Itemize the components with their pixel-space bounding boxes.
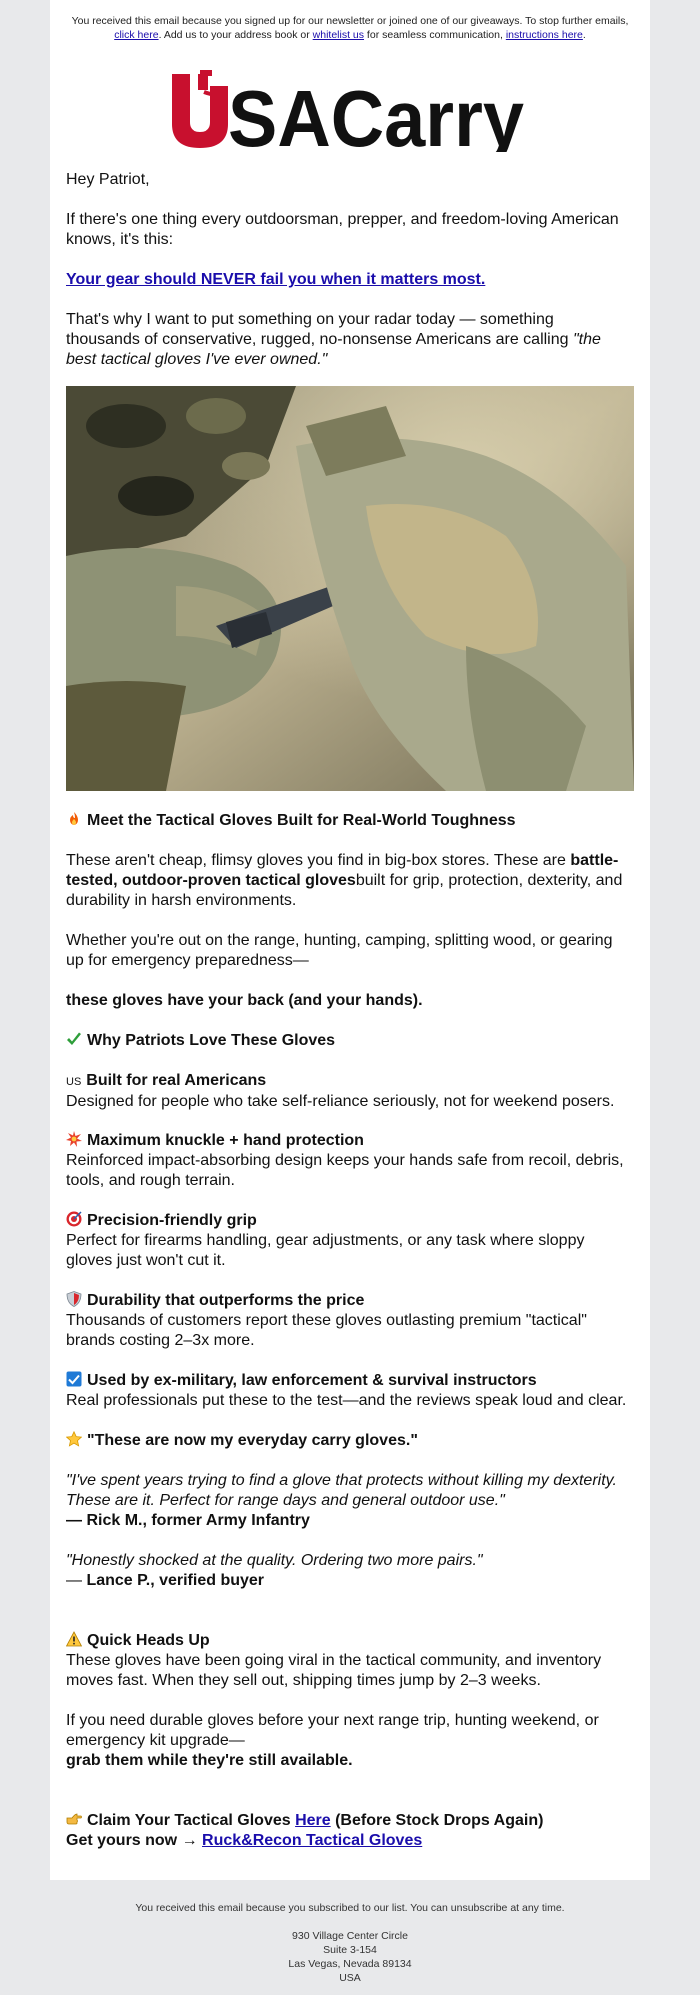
testimonial-lance: "Honestly shocked at the quality. Ordering two more pairs." — Lance P., verified buyer: [66, 1552, 483, 1589]
section1-bold-line: these gloves have your back (and your hands).: [66, 992, 423, 1009]
heads-up-section: Quick Heads Up These gloves have been going viral in the tactical community, and inventory moves fast. When they sell out, shipping times jump by 2–3 weeks.: [66, 1632, 602, 1689]
ruck-recon-gloves-link[interactable]: Ruck&Recon Tactical Gloves: [202, 1832, 423, 1849]
headline-link[interactable]: Your gear should NEVER fail you when it matters most.: [66, 271, 486, 288]
testimonial-rick: "I've spent years trying to find a glove that protects without killing my dexterity. These are it. Perfect for range days and general outdoor use." — Rick M., former Army Infantry: [66, 1472, 617, 1529]
testimonial-heading: "These are now my everyday carry gloves.": [66, 1431, 632, 1451]
why-item-american: US Built for real Americans Designed for people who take self-reliance seriously, not for weekend posers.: [66, 1072, 615, 1110]
collision-icon: [66, 1131, 82, 1147]
fire-icon: [66, 811, 82, 827]
check-box-icon: [66, 1371, 82, 1387]
intro-paragraph: If there's one thing every outdoorsman, prepper, and freedom-loving American knows, it's this:: [66, 211, 619, 248]
warning-icon: [66, 1631, 82, 1647]
star-icon: [66, 1431, 82, 1447]
greeting: Hey Patriot,: [66, 171, 150, 188]
footer-notice: You received this email because you subscribed to our list. You can unsubscribe at any time.: [135, 1902, 565, 1914]
target-icon: [66, 1211, 82, 1227]
instructions-link[interactable]: instructions here: [505, 29, 583, 41]
intro-paragraph-2: That's why I want to put something on your radar today — something thousands of conservative, rugged, no-nonsense Americans are calling "the best tactical gloves I've ever owned.": [66, 311, 601, 368]
check-mark-icon: [66, 1031, 82, 1047]
tactical-gloves-hero-image[interactable]: [66, 386, 634, 791]
section1-paragraph-2: Whether you're out on the range, hunting, camping, splitting wood, or gearing up for emergency preparedness—: [66, 932, 613, 969]
preheader: You received this email because you signed up for our newsletter or joined one of our giveaways. To stop further emails, click here. Add us to your address book or whitelist us for seamless communication, instructions here.: [71, 15, 629, 41]
cta-section: Claim Your Tactical Gloves Here (Before Stock Drops Again) Get yours now → Ruck&Recon Tactical Gloves: [66, 1812, 544, 1849]
footer-address: 930 Village Center Circle Suite 3-154 Las Vegas, Nevada 89134 USA: [288, 1930, 412, 1984]
section-heading-toughness: Meet the Tactical Gloves Built for Real-World Toughness: [66, 811, 632, 831]
why-item-durability: Durability that outperforms the price Thousands of customers report these gloves outlasting premium "tactical" brands costing 2–3x more.: [66, 1292, 587, 1349]
section1-paragraph-1: These aren't cheap, flimsy gloves you find in big-box stores. These are battle-tested, outdoor-proven tactical glovesbuilt for grip, protection, dexterity, and durability in harsh environments.: [66, 852, 623, 909]
claim-gloves-link[interactable]: Here: [295, 1812, 331, 1829]
shield-icon: [66, 1291, 82, 1307]
pointing-hand-icon: [66, 1811, 82, 1827]
svg-text:SACarry: SACarry: [228, 74, 525, 152]
us-flag-icon: US: [66, 1076, 82, 1088]
why-item-protection: Maximum knuckle + hand protection Reinforced impact-absorbing design keeps your hands safe from recoil, debris, tools, and rough terrain.: [66, 1132, 624, 1189]
headline-link-wrap: [66, 270, 632, 290]
unsubscribe-link[interactable]: click here: [114, 29, 159, 41]
usacarry-logo[interactable]: [170, 68, 530, 152]
why-item-professionals: Used by ex-military, law enforcement & survival instructors Real professionals put these to the test—and the reviews speak loud and clear.: [66, 1372, 627, 1409]
why-item-grip: Precision-friendly grip Perfect for firearms handling, gear adjustments, or any task where sloppy gloves just won't cut it.: [66, 1212, 585, 1269]
section-heading-why: Why Patriots Love These Gloves: [66, 1031, 632, 1051]
whitelist-link[interactable]: whitelist us: [312, 29, 365, 41]
heads-up-paragraph-2: If you need durable gloves before your next range trip, hunting weekend, or emergency kit upgrade— grab them while they're still available.: [66, 1712, 599, 1769]
